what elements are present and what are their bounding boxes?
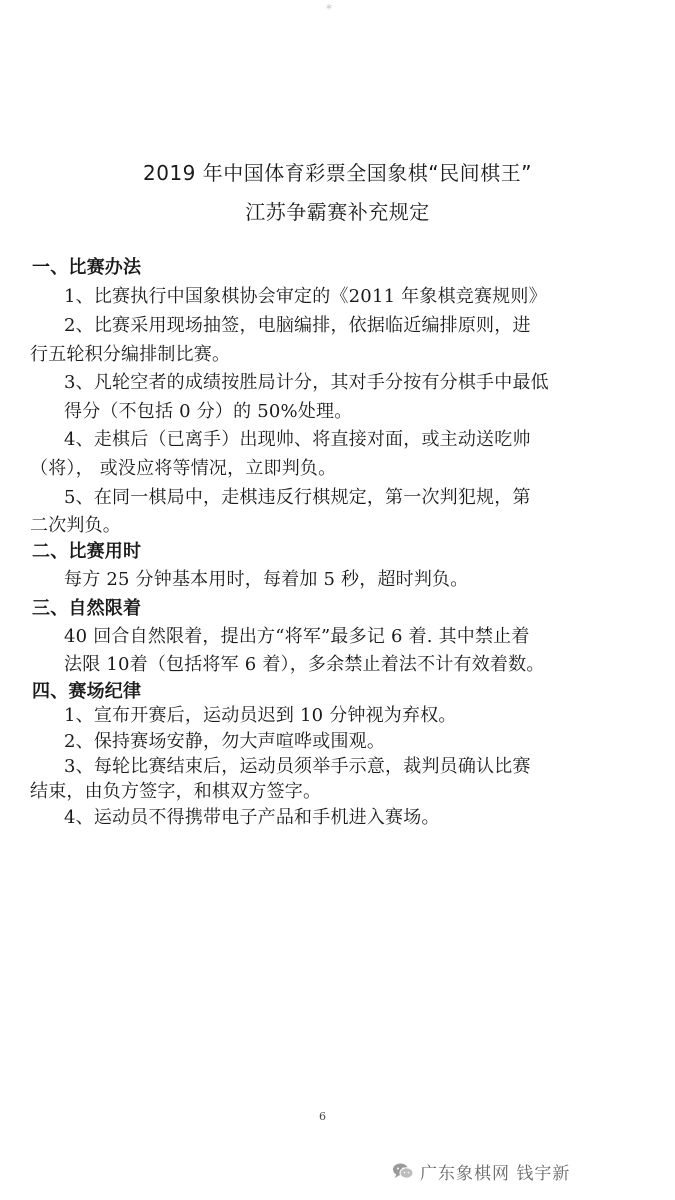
section-2-line: 每方 25 分钟基本用时，每着加 5 秒，超时判负。	[64, 569, 469, 590]
section-1-line: 1、比赛执行中国象棋协会审定的《2011 年象棋竞赛规则》	[64, 286, 547, 307]
section-1-line: 得分（不包括 0 分）的 50%处理。	[64, 401, 353, 422]
watermark-text: 广东象棋网 钱宇新	[420, 1163, 571, 1184]
section-heading-venue-discipline: 四、赛场纪律	[32, 681, 142, 702]
section-4-line: 2、保持赛场安静，勿大声喧哗或围观。	[64, 731, 386, 752]
section-4-line: 4、运动员不得携带电子产品和手机进入赛场。	[64, 807, 440, 828]
section-1-line: 2、比赛采用现场抽签，电脑编排，依据临近编排原则，进	[64, 315, 531, 336]
section-1-line: 3、凡轮空者的成绩按胜局计分，其对手分按有分棋手中最低	[64, 372, 549, 393]
wechat-icon	[392, 1162, 414, 1180]
section-1-line: 二次判负。	[30, 515, 121, 536]
document-title-line-1: 2019 年中国体育彩票全国象棋“民间棋王”	[143, 161, 532, 185]
section-heading-time-control: 二、比赛用时	[32, 541, 142, 562]
section-3-line: 40 回合自然限着，提出方“将军”最多记 6 着. 其中禁止着	[64, 626, 530, 647]
section-1-line: 5、在同一棋局中，走棋违反行棋规定，第一次判犯规，第	[64, 487, 531, 508]
section-1-line: 行五轮积分编排制比赛。	[30, 344, 231, 365]
section-heading-move-limit: 三、自然限着	[32, 598, 142, 619]
section-4-line: 3、每轮比赛结束后，运动员须举手示意，裁判员确认比赛	[64, 756, 531, 777]
page-number: 6	[319, 1110, 326, 1123]
section-3-line: 法限 10着（包括将军 6 着），多余禁止着法不计有效着数。	[64, 654, 545, 675]
section-4-line: 1、宣布开赛后，运动员迟到 10 分钟视为弃权。	[64, 705, 457, 726]
document-title-line-2: 江苏争霸赛补充规定	[245, 200, 430, 224]
section-1-line: 4、走棋后（已离手）出现帅、将直接对面，或主动送吃帅	[64, 429, 531, 450]
top-mark: *	[326, 2, 332, 16]
watermark	[392, 1158, 570, 1184]
section-1-line: （将）， 或没应将等情况，立即判负。	[30, 458, 337, 479]
section-heading-competition-method: 一、比赛办法	[32, 257, 142, 278]
section-4-line: 结束，由负方签字，和棋双方签字。	[30, 781, 322, 802]
